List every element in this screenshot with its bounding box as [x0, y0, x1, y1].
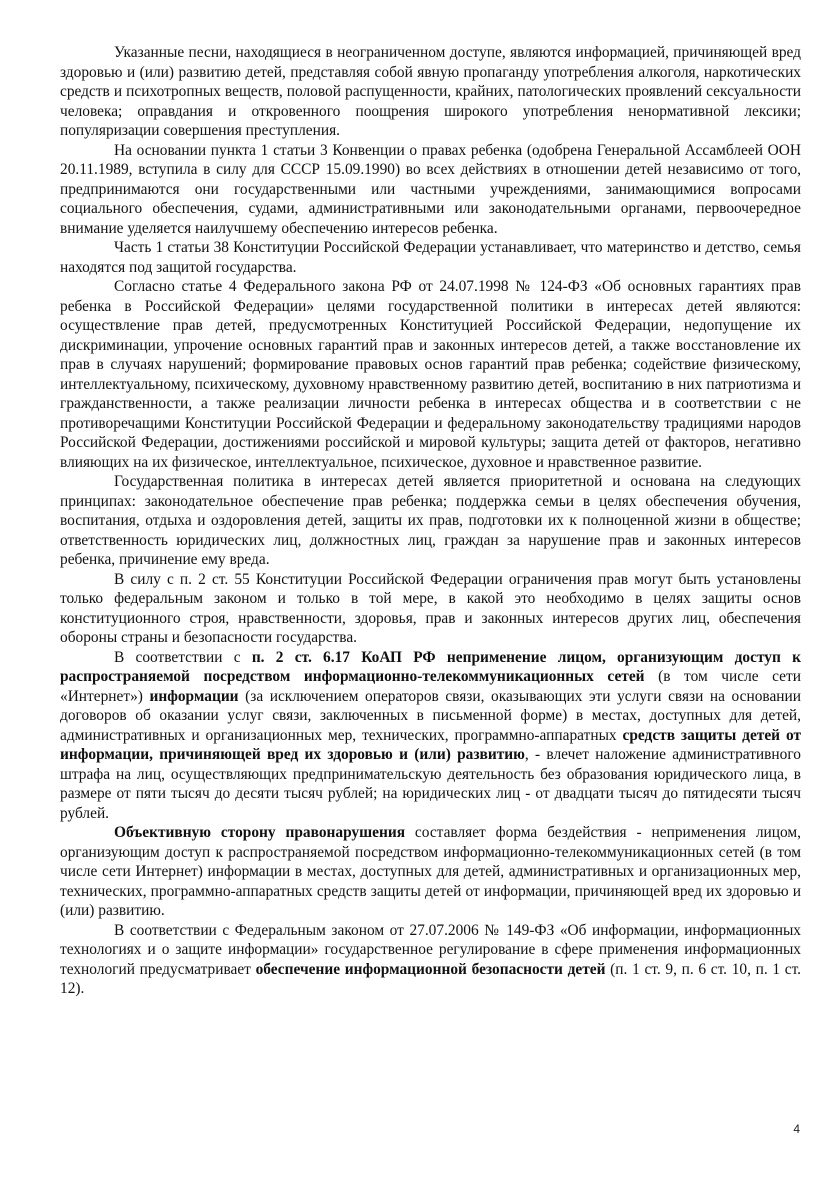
text-run: В силу с п. 2 ст. 55 Конституции Российской Федерации ограничения прав могут быть установлены только федеральным законом и только в той мере, в какой это необходимо в целях защиты основ конституционного строя, нравственности, здоровья, прав и законных интересов других лиц, обеспечения обороны страны и безопасности государства. — [60, 570, 801, 646]
text-run: составляет форма бездействия - неприменения лицом, организующим доступ к распространяемой посредством информационно-телекоммуникационных сетей (в том числе сети Интернет) информации в местах, доступных для детей, административных и организационных мер, технических, программно-аппаратных средств защиты детей от информации, причиняющей вред их здоровью и (или) развитию. — [60, 824, 801, 919]
paragraph — [60, 648, 801, 824]
paragraph — [60, 921, 801, 999]
bold-text: информации — [149, 687, 239, 705]
paragraph — [60, 43, 801, 141]
text-run: (за исключением операторов связи, оказывающих эти услуги связи на основании договоров об оказании услуг связи, заключенных в письменной форме) в местах, доступных для детей, административных и организационных мер, технических, программно-аппаратных — [60, 687, 801, 744]
bold-text: средств защиты детей от информации, причиняющей вред их здоровью и (или) развитию — [60, 726, 801, 763]
paragraph — [60, 238, 801, 277]
paragraph — [60, 823, 801, 921]
text-run: (п. 1 ст. 9, п. 6 ст. 10, п. 1 ст. 12). — [60, 960, 802, 997]
text-run: Государственная политика в интересах детей является приоритетной и основана на следующих принципах: законодательное обеспечение прав ребенка; поддержка семьи в целях обеспечения обучения, воспитания, отдыха и оздоровления детей, защиты их прав, подготовки их к полноценной жизни в обществе; ответственность юридических лиц, должностных лиц, граждан за нарушение прав и законных интересов ребенка, причинение ему вреда. — [60, 473, 801, 568]
paragraph — [60, 472, 801, 570]
text-run: В соответствии с — [114, 648, 252, 666]
paragraph — [60, 277, 801, 472]
text-run: В соответствии с Федеральным законом от 27.07.2006 № 149-ФЗ «Об информации, информационных технологиях и о защите информации» государственное регулирование в сфере применения информационных технологий предусматривает — [60, 921, 801, 978]
bold-text: обеспечение информационной безопасности детей — [255, 960, 606, 978]
page-number: 4 — [793, 1122, 800, 1136]
document-body — [60, 43, 801, 999]
text-run: , - влечет наложение административного штрафа на лиц, осуществляющих предпринимательскую деятельность без образования юридического лица, в размере от пяти тысяч до десяти тысяч рублей; на юридических лиц - от двадцати тысяч до пятидесяти тысяч рублей. — [60, 746, 801, 822]
bold-text: п. 2 ст. 6.17 КоАП РФ неприменение лицом, организующим доступ к распространяемой посредством информационно-телекоммуникационных сетей — [60, 648, 801, 685]
text-run: На основании пункта 1 статьи 3 Конвенции о правах ребенка (одобрена Генеральной Ассамблеей ООН 20.11.1989, вступила в силу для СССР 15.09.1990) во всех действиях в отношении детей независимо от того, предпринимаются они государственными или частными учреждениями, занимающимися вопросами социального обеспечения, судами, административными или законодательными органами, первоочередное внимание уделяется наилучшему обеспечению интересов ребенка. — [60, 141, 801, 237]
text-run: Указанные песни, находящиеся в неограниченном доступе, являются информацией, причиняющей вред здоровью и (или) развитию детей, представляя собой явную пропаганду употребления алкоголя, наркотических средств и психотропных веществ, половой распущенности, крайних, патологических проявлений сексуальности человека; оправдания и откровенного поощрения широкого употребления ненормативной лексики; популяризации совершения преступления. — [60, 44, 801, 139]
paragraph — [60, 141, 801, 239]
bold-text: Объективную сторону правонарушения — [114, 824, 406, 841]
text-run: Согласно статье 4 Федерального закона РФ от 24.07.1998 № 124-ФЗ «Об основных гарантиях прав ребенка в Российской Федерации» целями государственной политики в интересах детей являются: осуществление прав детей, предусмотренных Конституцией Российской Федерации, недопущение их дискриминации, упрочение основных гарантий прав и законных интересов детей, а также восстановление их прав в случаях нарушений; формирование правовых основ гарантий прав ребенка; содействие физическому, интеллектуальному, психическому, духовному нравственному развитию детей, воспитанию в них патриотизма и гражданственности, а также реализации личности ребенка в интересах общества и в соответствии с не противоречащими Конституции Российской Федерации и федеральному законодательству традициями народов Российской Федерации, достижениями российской и мировой культуры; защита детей от факторов, негативно влияющих на их физическое, интеллектуальное, психическое, духовное и нравственное развитие. — [60, 278, 801, 471]
text-run: (в том числе сети «Интернет») — [60, 668, 801, 705]
text-run: Часть 1 статьи 38 Конституции Российской Федерации устанавливает, что материнство и детство, семья находятся под защитой государства. — [60, 239, 801, 276]
paragraph — [60, 570, 801, 648]
